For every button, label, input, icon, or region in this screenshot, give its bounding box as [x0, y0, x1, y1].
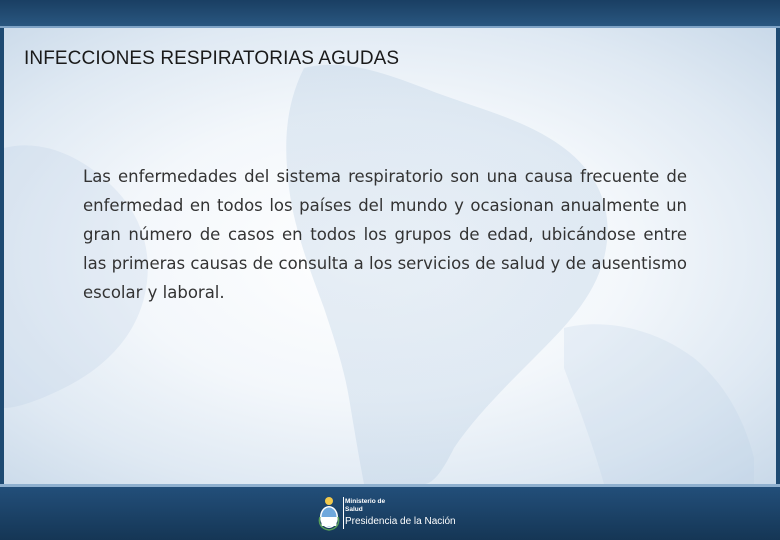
logo-divider	[343, 497, 344, 529]
slide-body-text: Las enfermedades del sistema respiratorio son una causa frecuente de enfermedad en todos los países del mundo y ocasionan anualmente un gran número de casos en todos los grupos de edad, ubicándose entre las primeras causas de consulta a los servicios de salud y de ausentismo escolar y laboral.	[83, 167, 687, 302]
coat-of-arms-icon	[318, 495, 340, 531]
logo-ministry-label: Ministerio de	[345, 498, 386, 505]
logo-health-label: Salud	[345, 506, 363, 513]
top-banner	[0, 0, 780, 28]
logo-presidency-label: Presidencia de la Nación	[345, 516, 456, 527]
slide-content	[4, 28, 776, 484]
slide-title: INFECCIONES RESPIRATORIAS AGUDAS	[24, 48, 400, 69]
ministry-logo	[318, 495, 458, 533]
footer-divider	[0, 484, 780, 487]
logo-text	[345, 498, 456, 528]
